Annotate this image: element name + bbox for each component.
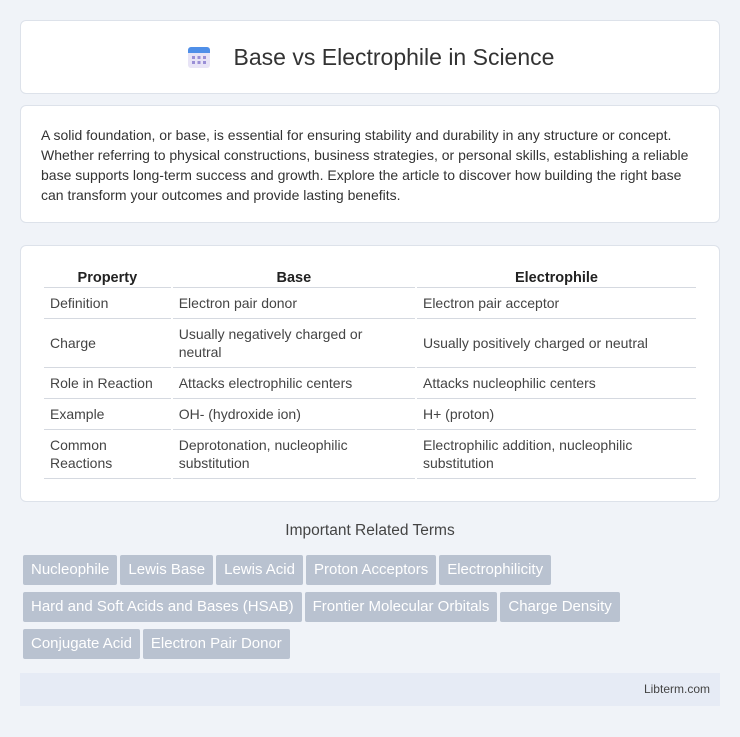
footer xyxy=(20,673,720,706)
page-title: Base vs Electrophile in Science xyxy=(233,43,555,70)
header-card xyxy=(20,20,720,94)
tag-lewis-acid[interactable]: Lewis Acid xyxy=(216,555,303,585)
tag-nucleophile[interactable]: Nucleophile xyxy=(23,555,117,585)
table-cell: Electron pair donor xyxy=(173,288,415,319)
table-cell: Electrophilic addition, nucleophilic substitution xyxy=(417,430,696,479)
tag-electrophilicity[interactable]: Electrophilicity xyxy=(439,555,551,585)
related-terms-tags xyxy=(23,555,723,666)
table-row xyxy=(44,319,696,368)
table-row xyxy=(44,399,696,430)
tag-hsab[interactable]: Hard and Soft Acids and Bases (HSAB) xyxy=(23,592,302,622)
table-cell: Attacks electrophilic centers xyxy=(173,368,415,399)
table-row xyxy=(44,288,696,319)
table-cell: Definition xyxy=(44,288,171,319)
table-cell: Usually positively charged or neutral xyxy=(417,319,696,368)
tag-charge-density[interactable]: Charge Density xyxy=(500,592,619,622)
table-cell: H+ (proton) xyxy=(417,399,696,430)
calendar-icon xyxy=(186,44,212,70)
table-header-row xyxy=(44,264,696,288)
header-electrophile: Electrophile xyxy=(417,264,696,288)
table-cell: Charge xyxy=(44,319,171,368)
related-terms-title: Important Related Terms xyxy=(285,522,455,539)
tag-frontier-molecular-orbitals[interactable]: Frontier Molecular Orbitals xyxy=(305,592,498,622)
table-cell: Attacks nucleophilic centers xyxy=(417,368,696,399)
tag-conjugate-acid[interactable]: Conjugate Acid xyxy=(23,629,140,659)
header-property: Property xyxy=(44,264,171,288)
table-row xyxy=(44,368,696,399)
comparison-table-card xyxy=(20,245,720,502)
footer-site-link[interactable]: Libterm.com xyxy=(643,682,710,696)
table-cell: Electron pair acceptor xyxy=(417,288,696,319)
intro-text: A solid foundation, or base, is essential for ensuring stability and durability in any structure or concept. Whether referring to physical constructions, business strategies, or personal skills, establishing a reliable base supports long-term success and growth. Explore the article to discover how building the right base can transform your outcomes and provide lasting benefits. xyxy=(41,127,689,203)
table-cell: Deprotonation, nucleophilic substitution xyxy=(173,430,415,479)
comparison-table xyxy=(42,264,698,479)
table-cell: Role in Reaction xyxy=(44,368,171,399)
table-cell: OH- (hydroxide ion) xyxy=(173,399,415,430)
table-cell: Example xyxy=(44,399,171,430)
table-row xyxy=(44,430,696,479)
table-cell: Usually negatively charged or neutral xyxy=(173,319,415,368)
table-cell: Common Reactions xyxy=(44,430,171,479)
tag-lewis-base[interactable]: Lewis Base xyxy=(120,555,213,585)
header-base: Base xyxy=(173,264,415,288)
intro-card xyxy=(20,105,720,223)
tag-electron-pair-donor[interactable]: Electron Pair Donor xyxy=(143,629,290,659)
tag-proton-acceptors[interactable]: Proton Acceptors xyxy=(306,555,436,585)
